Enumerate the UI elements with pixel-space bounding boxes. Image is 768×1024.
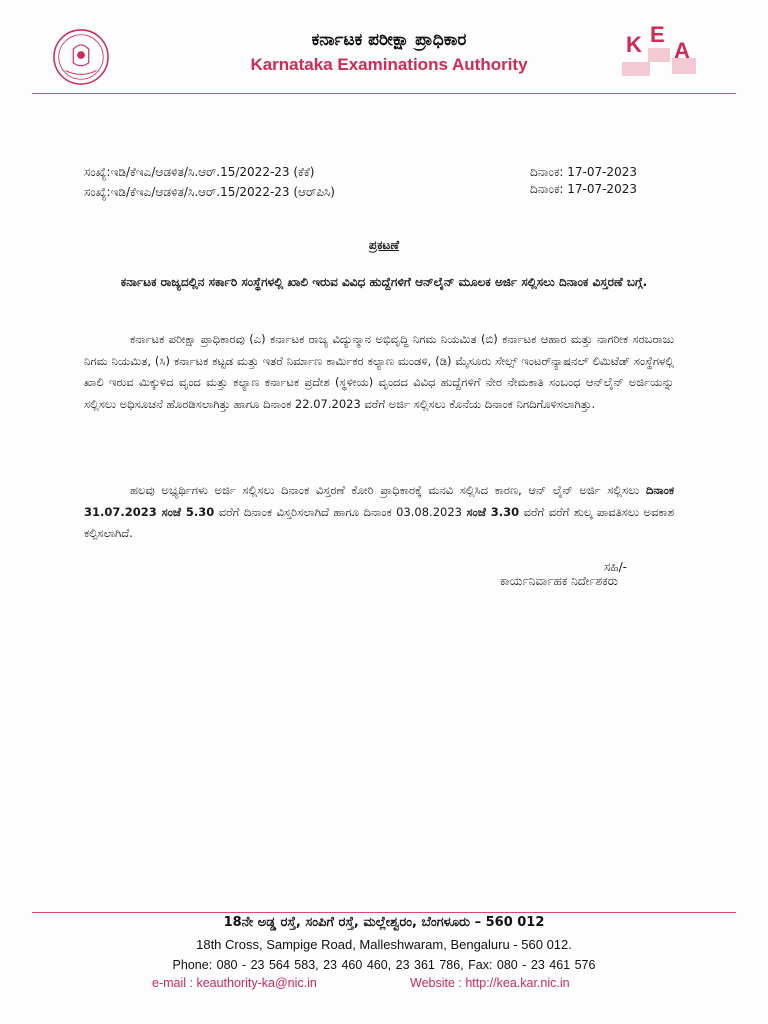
- authority-name-kannada: ಕರ್ನಾಟಕ ಪರೀಕ್ಷಾ ಪ್ರಾಧಿಕಾರ: [311, 30, 467, 50]
- svg-text:K: K: [626, 32, 642, 57]
- authority-name-english: Karnataka Examinations Authority: [250, 55, 528, 74]
- fee-deadline-time: ಸಂಜೆ 3.30: [466, 504, 520, 519]
- footer-phone-fax: Phone: 080 - 23 564 583, 23 460 460, 23 361 786, Fax: 080 - 23 461 576: [172, 958, 596, 972]
- footer-address-kannada: 18ನೇ ಅಡ್ಡ ರಸ್ತೆ, ಸಂಪಿಗೆ ರಸ್ತೆ, ಮಲ್ಲೇಶ್ವರಂ, ಬೆಂಗಳೂರು – 560 012: [223, 915, 545, 930]
- reference-number: ಸಂಖ್ಯೆ:ಇಡಿ/ಕೆಇಎ/ಆಡಳಿತ/ಸಿ.ಆರ್.15/2022-23 (ಆರ್‌ಪಿಸಿ): [84, 185, 335, 199]
- paragraph-text: ಹಲವು ಅಭ್ಯರ್ಥಿಗಳು ಅರ್ಜಿ ಸಲ್ಲಿಸಲು ದಿನಾಂಕ ವಿಸ್ತರಣೆ ಕೋರಿ ಪ್ರಾಧಿಕಾರಕ್ಕೆ ಮನವಿ ಸಲ್ಲಿಸಿದ ಕಾರಣ, ಆನ್ ಲೈನ್ ಅರ್ಜಿ ಸಲ್ಲಿಸಲು: [130, 483, 646, 497]
- reference-number: ಸಂಖ್ಯೆ:ಇಡಿ/ಕೆಇಎ/ಆಡಳಿತ/ಸಿ.ಆರ್.15/2022-23 (ಕೆಕೆ): [84, 165, 315, 179]
- footer-address-english: 18th Cross, Sampige Road, Malleshwaram, Bengaluru - 560 012.: [196, 937, 572, 952]
- extended-deadline: ದಿನಾಂಕ 31.07.2023 ಸಂಜೆ 5.30: [84, 483, 674, 519]
- signature-mark: ಸಹಿ/-: [604, 560, 627, 574]
- footer-divider: [32, 912, 736, 913]
- footer-email: e-mail : keauthority-ka@nic.in: [152, 976, 317, 990]
- kea-logo: [620, 26, 700, 78]
- signatory-designation: ಕಾರ್ಯನಿರ್ವಾಹಕ ನಿರ್ದೇಶಕರು: [500, 574, 618, 588]
- paragraph-text: ವರೆಗೆ ವರೆಗೆ ಶುಲ್ಕ ಪಾವತಿಸಲು ಅವಕಾಶ ಕಲ್ಪಿಸಲಾಗಿದೆ.: [84, 504, 674, 540]
- paragraph-text: ವರೆಗೆ ದಿನಾಂಕ ವಿಸ್ತರಿಸಲಾಗಿದೆ ಹಾಗೂ ದಿನಾಂಕ 03.08.2023: [214, 504, 467, 519]
- notice-paragraph-1: ಕರ್ನಾಟಕ ಪರೀಕ್ಷಾ ಪ್ರಾಧಿಕಾರವು (ಎ) ಕರ್ನಾಟಕ ರಾಜ್ಯ ವಿದ್ಯುನ್ಮಾನ ಅಭಿವೃದ್ಧಿ ನಿಗಮ ನಿಯಮಿತ (ಬಿ) ಕರ್ನಾಟಕ ಆಹಾರ ಮತ್ತು ನಾಗರೀಕ ಸರಬರಾಜು ನಿಗಮ ನಿಯಮಿತ, (ಸಿ) ಕರ್ನಾಟಕ ಕಟ್ಟಡ ಮತ್ತು ಇತರೆ ನಿರ್ಮಾಣ ಕಾರ್ಮಿಕರ ಕಲ್ಯಾಣ ಮಂಡಳಿ, (ಡಿ) ಮೈಸೂರು ಸೇಲ್ಸ್ ಇಂಟರ್‌ನ್ಯಾಷನಲ್ ಲಿಮಿಟೆಡ್ ಸಂಸ್ಥೆಗಳಲ್ಲಿ ಖಾಲಿ ಇರುವ ಮಿಕ್ಕುಳಿದ ವೃಂದ ಮತ್ತು ಕಲ್ಯಾಣ ಕರ್ನಾಟಕ ಪ್ರದೇಶ (ಸ್ಥಳೀಯ) ವೃಂದದ ವಿವಿಧ ಹುದ್ದೆಗಳಿಗೆ ನೇರ ನೇಮಕಾತಿ ಸಂಬಂಧ ಆನ್‌ಲೈನ್ ಅರ್ಜಿಯನ್ನು ಸಲ್ಲಿಸಲು ಅಧಿಸೂಚನೆ ಹೊರಡಿಸಲಾಗಿತ್ತು ಹಾಗೂ ದಿನಾಂಕ 22.07.2023 ವರೆಗೆ ಅರ್ಜಿ ಸಲ್ಲಿಸಲು ಕೊನೆಯ ದಿನಾಂಕ ನಿಗದಿಗೊಳಿಸಲಾಗಿತ್ತು.: [84, 332, 674, 411]
- notice-subject: ಕರ್ನಾಟಕ ರಾಜ್ಯದಲ್ಲಿನ ಸರ್ಕಾರಿ ಸಂಸ್ಥೆಗಳಲ್ಲಿ ಖಾಲಿ ಇರುವ ವಿವಿಧ ಹುದ್ದೆಗಳಿಗೆ ಆನ್‌ಲೈನ್ ಮೂಲಕ ಅರ್ಜಿ ಸಲ್ಲಿಸಲು ದಿನಾಂಕ ವಿಸ್ತರಣೆ ಬಗ್ಗೆ.: [120, 275, 648, 289]
- footer-website: Website : http://kea.kar.nic.in: [410, 976, 570, 990]
- notice-title: ಪ್ರಕಟಣೆ: [368, 238, 400, 252]
- svg-text:E: E: [650, 26, 665, 47]
- notice-paragraph-2: [84, 480, 674, 545]
- svg-text:A: A: [674, 38, 690, 63]
- reference-date: ದಿನಾಂಕ: 17-07-2023: [530, 182, 637, 196]
- reference-date: ದಿನಾಂಕ: 17-07-2023: [530, 165, 637, 179]
- header-divider: [32, 93, 736, 94]
